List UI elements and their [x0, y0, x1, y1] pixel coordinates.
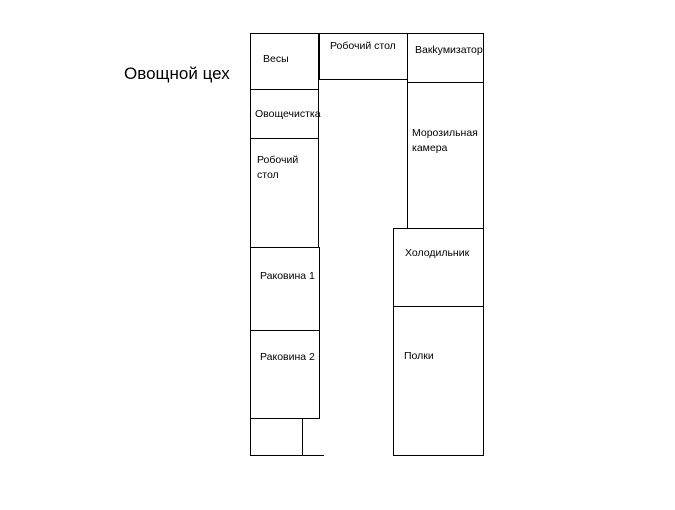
shelves-area — [393, 306, 484, 456]
vacuum-packer-area — [407, 33, 484, 83]
vegetable-peeler-area — [250, 89, 319, 139]
diagram-title: Овощной цех — [124, 64, 230, 83]
work-table-left-label: Робочий стол — [257, 154, 299, 181]
left-bottom-divider — [302, 418, 303, 456]
freezer-label: Морозильная камера — [412, 127, 478, 154]
vacuum-packer-label: Вакkумизатор — [415, 44, 483, 56]
sink-2-area — [250, 330, 320, 419]
sink-2-label: Раковина 2 — [260, 351, 315, 363]
refrigerator-area — [393, 228, 484, 307]
vegetable-peeler-label: Овощечистка — [255, 108, 321, 120]
freezer-area — [407, 82, 484, 229]
left-bottom-wall — [250, 418, 251, 456]
sink-1-label: Раковина 1 — [260, 270, 315, 282]
shelves-label: Полки — [404, 350, 434, 362]
scales-area — [250, 33, 319, 90]
work-table-left-area — [250, 138, 319, 248]
sink-1-area — [250, 247, 320, 331]
left-bottom-floor — [250, 455, 324, 456]
scales-label: Весы — [263, 53, 289, 65]
work-table-top-label: Робочий стол — [330, 40, 396, 52]
refrigerator-label: Холодильник — [405, 247, 470, 259]
work-table-top-area — [319, 33, 408, 80]
